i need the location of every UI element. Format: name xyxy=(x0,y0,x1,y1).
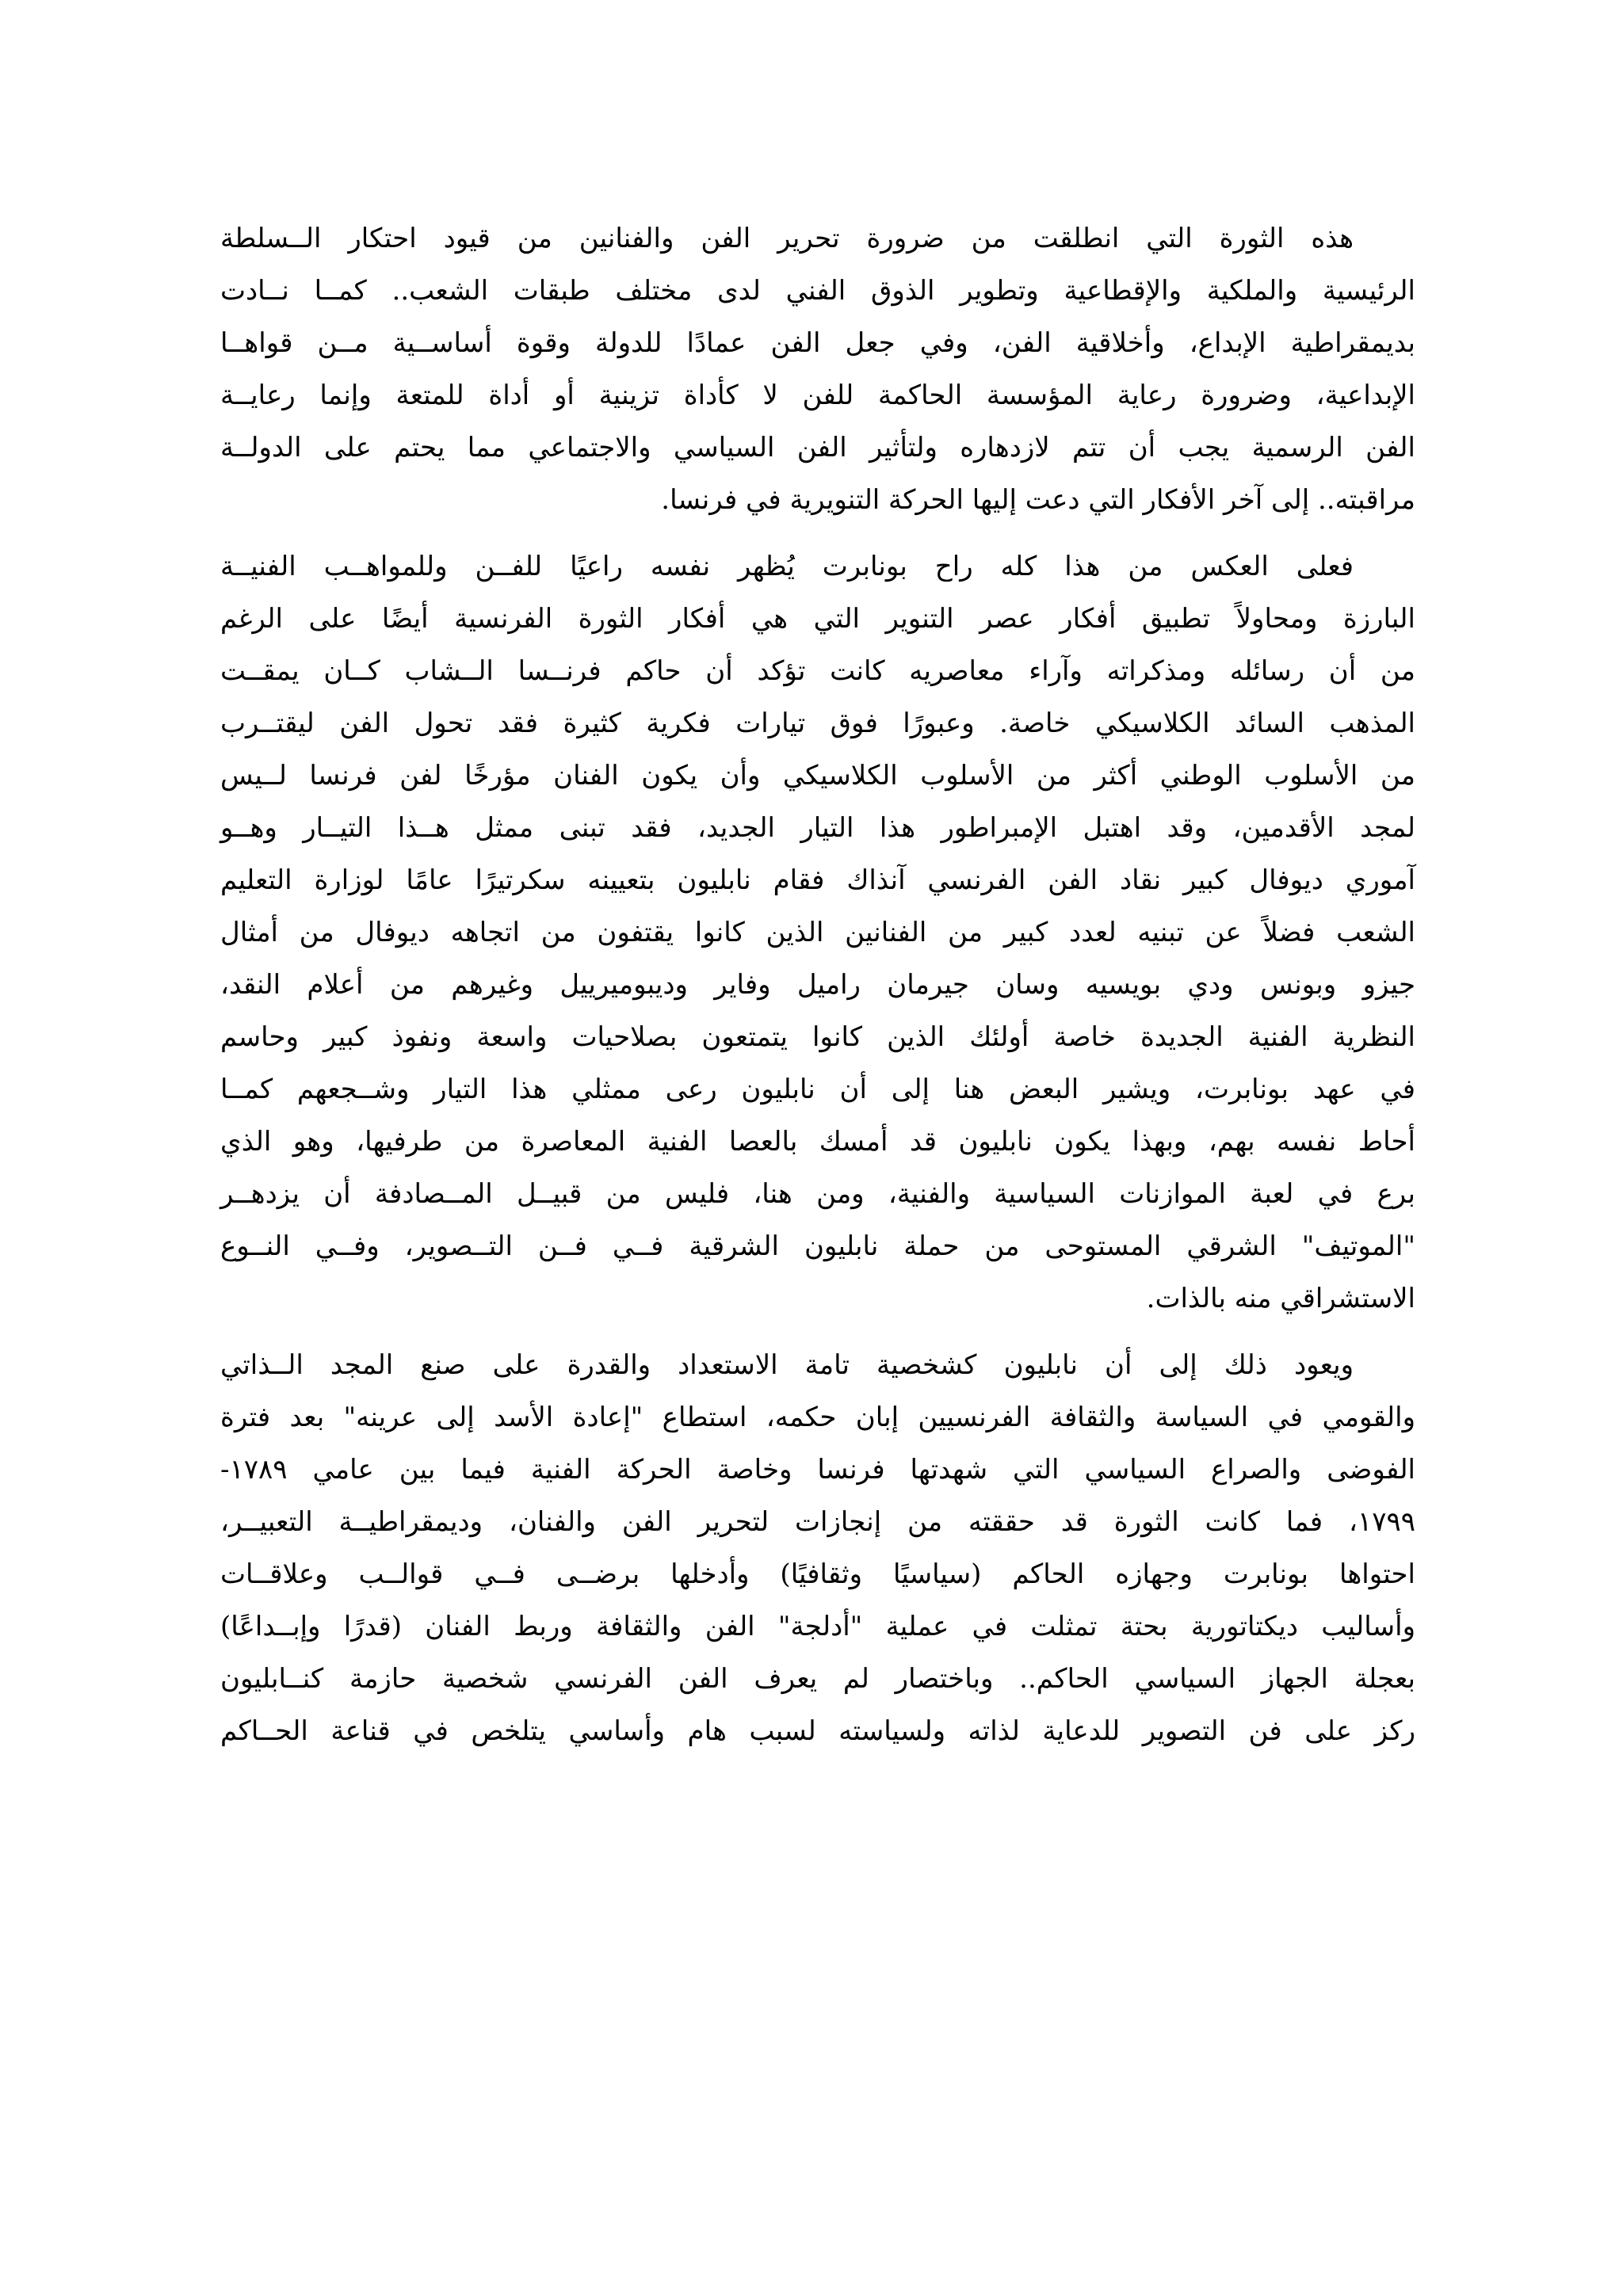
paragraph-2 xyxy=(220,540,1415,1325)
text-line: النظرية الفنية الجديدة خاصة أولئك الذين كانوا يتمتعون بصلاحيات واسعة ونفوذ كبير وحاسم xyxy=(220,1021,1415,1053)
text-line: احتواها بونابرت وجهازه الحاكم (سياسيًا وثقافيًا) وأدخلها برضــى فــي قوالــب وعلاقــات xyxy=(220,1558,1415,1590)
text-line: مراقبته.. إلى آخر الأفكار التي دعت إليها الحركة التنويرية في فرنسا. xyxy=(661,484,1415,516)
text-line: أحاط نفسه بهم، وبهذا يكون نابليون قد أمسك بالعصا الفنية المعاصرة من طرفيها، وهو الذي xyxy=(220,1126,1415,1158)
text-line: من أن رسائله ومذكراته وآراء معاصريه كانت تؤكد أن حاكم فرنــسا الــشاب كــان يمقــت xyxy=(220,655,1415,687)
paragraph-1 xyxy=(220,212,1415,526)
text-line: في عهد بونابرت، ويشير البعض هنا إلى أن نابليون رعى ممثلي هذا التيار وشــجعهم كمــا xyxy=(220,1074,1416,1105)
text-line: ركز على فن التصوير للدعاية لذاته ولسياسته لسبب هام وأساسي يتلخص في قناعة الحــاكم xyxy=(220,1715,1415,1747)
text-line: والقومي في السياسة والثقافة الفرنسيين إبان حكمه، استطاع "إعادة الأسد إلى عرينه" بعد فترة xyxy=(220,1402,1415,1433)
text-line: المذهب السائد الكلاسيكي خاصة. وعبورًا فوق تيارات فكرية كثيرة فقد تحول الفن ليقتــرب xyxy=(220,707,1415,739)
text-line: بديمقراطية الإبداع، وأخلاقية الفن، وفي جعل الفن عمادًا للدولة وقوة أساســية مــن قواهــا xyxy=(220,327,1415,359)
text-line: ويعود ذلك إلى أن نابليون كشخصية تامة الاستعداد والقدرة على صنع المجد الــذاتي xyxy=(220,1349,1354,1381)
text-line: "الموتيف" الشرقي المستوحى من حملة نابليون الشرقية فــي فــن التــصوير، وفــي النــوع xyxy=(220,1230,1415,1262)
text-line: الاستشراقي منه بالذات. xyxy=(1146,1283,1415,1314)
text-line: لمجد الأقدمين، وقد اهتبل الإمبراطور هذا التيار الجديد، فقد تبنى ممثل هــذا التيــار وهــو xyxy=(220,812,1415,844)
document-body xyxy=(220,212,1415,1772)
text-line: برع في لعبة الموازنات السياسية والفنية، ومن هنا، فليس من قبيــل المــصادفة أن يزدهــر xyxy=(220,1178,1415,1210)
text-line: الإبداعية، وضرورة رعاية المؤسسة الحاكمة للفن لا كأداة تزينية أو أداة للمتعة وإنما رعايــة xyxy=(220,379,1415,411)
text-line: البارزة ومحاولاً تطبيق أفكار عصر التنوير التي هي أفكار الثورة الفرنسية أيضًا على الرغم xyxy=(220,603,1415,635)
text-line: من الأسلوب الوطني أكثر من الأسلوب الكلاسيكي وأن يكون الفنان مؤرخًا لفن فرنسا لــيس xyxy=(220,760,1415,791)
text-line: وأساليب ديكتاتورية بحتة تمثلت في عملية "أدلجة" الفن والثقافة وربط الفنان (قدرًا وإبــداعًا) xyxy=(220,1611,1415,1642)
paragraph-3 xyxy=(220,1339,1415,1757)
text-line: بعجلة الجهاز السياسي الحاكم.. وباختصار لم يعرف الفن الفرنسي شخصية حازمة كنــابليون xyxy=(220,1663,1415,1695)
text-line: فعلى العكس من هذا كله راح بونابرت يُظهر نفسه راعيًا للفــن وللمواهــب الفنيــة xyxy=(220,551,1354,582)
text-line: آموري ديوفال كبير نقاد الفن الفرنسي آنذاك فقام نابليون بتعيينه سكرتيرًا عامًا لوزارة التعليم xyxy=(220,864,1415,896)
text-line: الرئيسية والملكية والإقطاعية وتطوير الذوق الفني لدى مختلف طبقات الشعب.. كمــا نــادت xyxy=(220,275,1415,307)
text-line: هذه الثورة التي انطلقت من ضرورة تحرير الفن والفنانين من قيود احتكار الــسلطة xyxy=(220,223,1354,254)
text-line: جيزو وبونس ودي بويسيه وسان جيرمان راميل وفاير وديبوميرييل وغيرهم من أعلام النقد، xyxy=(220,969,1415,1001)
text-line: الفوضى والصراع السياسي التي شهدتها فرنسا وخاصة الحركة الفنية فيما بين عامي ١٧٨٩- xyxy=(220,1454,1415,1486)
text-line: الشعب فضلاً عن تبنيه لعدد كبير من الفنانين الذين كانوا يقتفون من اتجاهه ديوفال من أمثال xyxy=(220,917,1415,948)
text-line: الفن الرسمية يجب أن تتم لازدهاره ولتأثير الفن السياسي والاجتماعي مما يحتم على الدولــة xyxy=(220,432,1415,463)
text-line: ١٧٩٩، فما كانت الثورة قد حققته من إنجازات لتحرير الفن والفنان، وديمقراطيــة التعبيــر، xyxy=(220,1506,1415,1538)
